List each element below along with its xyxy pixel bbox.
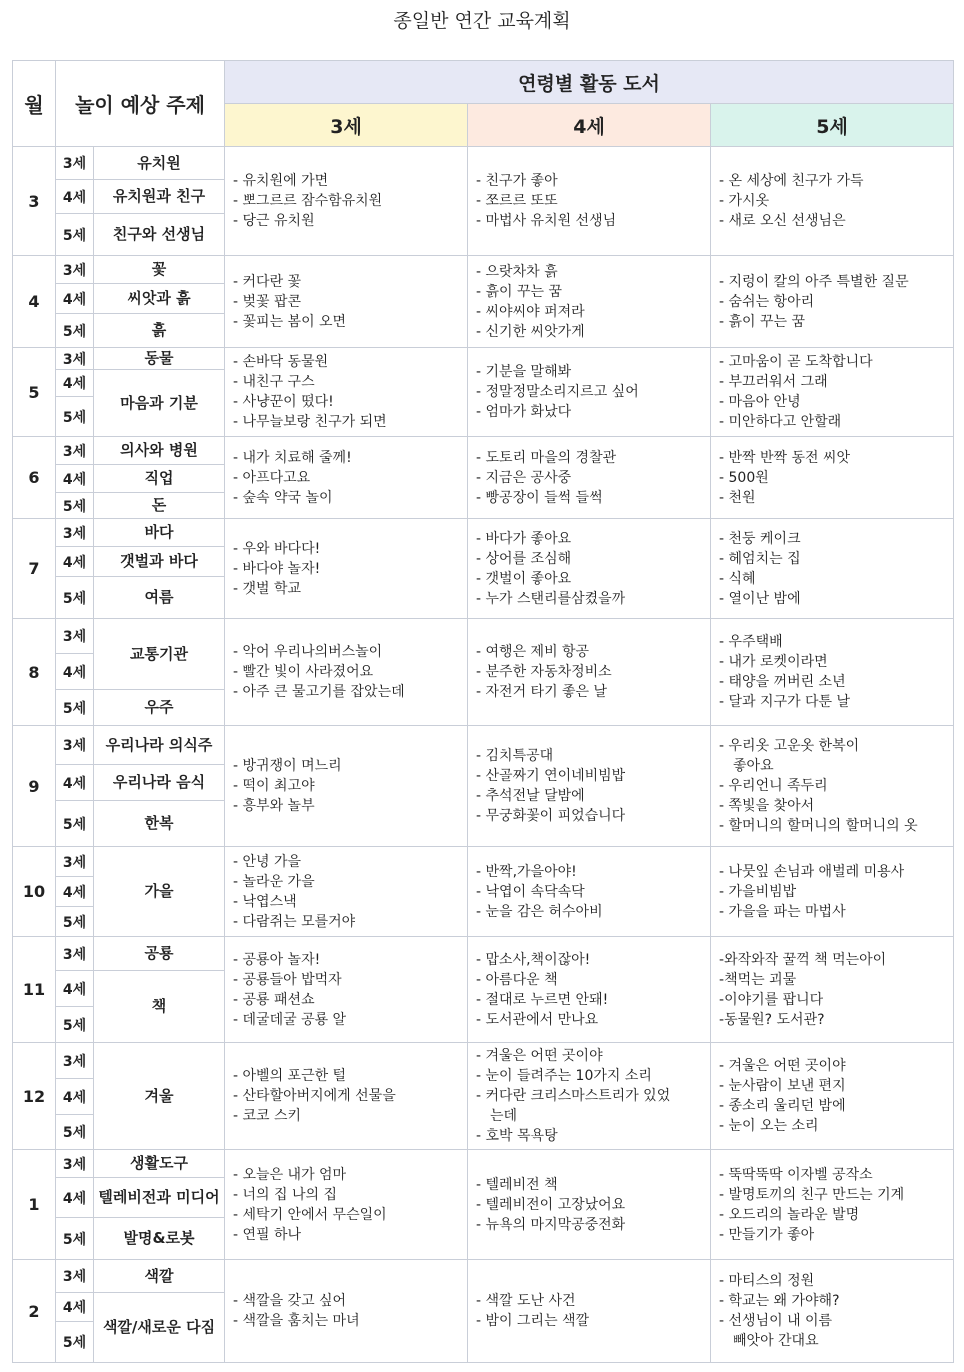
books4-cell (468, 519, 711, 619)
month-cell: 10 (13, 847, 56, 937)
age-label: 5세 (56, 1322, 94, 1363)
theme-cell: 발명&로봇 (94, 1218, 225, 1260)
theme-header: 놀이 예상 주제 (56, 61, 225, 147)
age-label: 3세 (56, 519, 94, 547)
age-label: 4세 (56, 654, 94, 690)
book-title: - 사냥꾼이 떴다! (233, 394, 334, 410)
book-title: - 벚꽃 팝콘 (233, 293, 302, 310)
book-title: - 숨쉬는 항아리 (719, 293, 815, 310)
book-title: - 가시옷 (719, 193, 770, 209)
books3-cell (225, 619, 468, 726)
book-title: - 나뭇잎 손님과 애벌레 미용사 (719, 863, 905, 880)
book-title: - 쪽빛을 찾아서 (719, 798, 815, 814)
book-title: - 너의 집 나의 집 (233, 1186, 338, 1203)
book-title: - 데굴데굴 공룡 알 (233, 1011, 347, 1028)
month-cell: 4 (13, 256, 56, 348)
theme-cell: 책 (94, 971, 225, 1043)
book-title: - 학교는 왜 가야해? (719, 1293, 840, 1309)
age-label: 5세 (56, 577, 94, 619)
books3-cell (225, 348, 468, 437)
book-title: - 열이난 밤에 (719, 590, 801, 607)
book-title: - 우와 바다다! (233, 540, 321, 557)
book-title: - 밤이 그리는 색깔 (476, 1313, 590, 1329)
books4-cell (468, 147, 711, 256)
book-title: - 세탁기 안에서 무슨일이 (233, 1206, 387, 1223)
book-title: - 오늘은 내가 엄마 (233, 1166, 347, 1183)
theme-cell: 색깔/새로운 다짐 (94, 1293, 225, 1363)
book-title: - 우리언니 족두리 (719, 778, 828, 794)
book-title: 빼앗아 간대요 (733, 1333, 819, 1349)
theme-cell: 마음과 기분 (94, 370, 225, 437)
books3-cell (225, 1260, 468, 1363)
age-label: 4세 (56, 765, 94, 801)
book-title: - 누가 스탠리를삼켰을까 (476, 590, 626, 607)
age-label: 4세 (56, 180, 94, 214)
book-title: - 방귀쟁이 며느리 (233, 758, 342, 774)
age-label: 5세 (56, 1115, 94, 1150)
books5-cell (711, 1150, 954, 1260)
theme-cell: 공룡 (94, 937, 225, 971)
book-title: - 미안하다고 안할래 (719, 414, 842, 430)
book-title: - 김치특공대 (476, 748, 554, 764)
age-label: 4세 (56, 284, 94, 314)
book-title: - 반짝,가을아야! (476, 863, 577, 880)
book-title: - 연필 하나 (233, 1226, 302, 1243)
book-title: - 마티스의 정원 (719, 1273, 815, 1289)
book-title: - 눈이 들려주는 10가지 소리 (476, 1068, 652, 1084)
book-title: - 눈이 오는 소리 (719, 1118, 819, 1134)
age-label: 3세 (56, 1150, 94, 1178)
age5-header: 5세 (711, 104, 954, 147)
book-title: - 손바닥 동물원 (233, 354, 329, 370)
book-title: - 내친구 구스 (233, 374, 315, 390)
book-title: - 고마움이 곧 도착합니다 (719, 354, 873, 370)
books5-cell (711, 256, 954, 348)
books5-cell (711, 348, 954, 437)
age-label: 3세 (56, 437, 94, 465)
books4-cell (468, 437, 711, 519)
book-title: - 커다란 꽃 (233, 273, 302, 290)
book-title: - 호박 목욕탕 (476, 1128, 558, 1144)
table-body (13, 147, 954, 1363)
age-label: 4세 (56, 547, 94, 577)
book-title: -이야기를 팝니다 (719, 991, 824, 1008)
books4-cell (468, 1150, 711, 1260)
book-title: - 씨야씨야 퍼져라 (476, 303, 585, 320)
book-title: - 마음아 안녕 (719, 394, 801, 410)
book-title: - 다람쥐는 모를거야 (233, 913, 356, 930)
table-row (13, 437, 954, 465)
theme-cell: 바다 (94, 519, 225, 547)
month-cell: 5 (13, 348, 56, 437)
age-label: 5세 (56, 314, 94, 348)
book-title: - 내가 치료해 줄께! (233, 449, 352, 466)
book-title: - 신기한 씨앗가게 (476, 323, 585, 340)
age-label: 3세 (56, 847, 94, 877)
book-title: - 추석전날 달밤에 (476, 788, 585, 804)
books5-cell (711, 726, 954, 847)
book-title: - 가을비빔밥 (719, 883, 797, 900)
books5-cell (711, 437, 954, 519)
book-title: - 천원 (719, 489, 756, 506)
book-title: - 할머니의 할머니의 할머니의 옷 (719, 818, 918, 834)
age-label: 3세 (56, 937, 94, 971)
book-title: - 아주 큰 물고기를 잡았는데 (233, 684, 405, 700)
theme-cell: 유치원 (94, 147, 225, 180)
month-cell: 11 (13, 937, 56, 1043)
book-title: - 태양을 꺼버린 소년 (719, 674, 846, 690)
month-cell: 1 (13, 1150, 56, 1260)
book-title: - 상어를 조심해 (476, 550, 572, 567)
book-title: - 공룡들아 밥먹자 (233, 971, 342, 988)
month-cell: 12 (13, 1043, 56, 1150)
book-title: - 식혜 (719, 570, 756, 587)
theme-cell: 가을 (94, 847, 225, 937)
theme-cell: 직업 (94, 465, 225, 493)
table-row (13, 937, 954, 971)
table-row (13, 1043, 954, 1079)
age-label: 5세 (56, 1218, 94, 1260)
books3-cell (225, 726, 468, 847)
book-title: - 천둥 케이크 (719, 530, 801, 547)
book-title: - 새로 오신 선생님은 (719, 213, 846, 229)
books3-cell (225, 937, 468, 1043)
age-label: 5세 (56, 801, 94, 847)
book-title: - 기분을 말해봐 (476, 364, 572, 380)
book-title: - 무궁화꽃이 피었습니다 (476, 808, 626, 824)
book-title: - 눈을 감은 허수아비 (476, 903, 603, 920)
table-row (13, 726, 954, 765)
books3-cell (225, 437, 468, 519)
book-title: - 낙엽스낵 (233, 893, 297, 910)
theme-cell: 동물 (94, 348, 225, 370)
book-title: - 도서관에서 만나요 (476, 1011, 599, 1028)
theme-cell: 유치원과 친구 (94, 180, 225, 214)
book-title: - 텔레비전 책 (476, 1176, 558, 1193)
age-label: 3세 (56, 1043, 94, 1079)
books4-cell (468, 619, 711, 726)
book-title: - 갯벌 학교 (233, 580, 302, 597)
book-title: - 뉴욕의 마지막공중전화 (476, 1216, 626, 1233)
books5-cell (711, 1043, 954, 1150)
book-title: - 마법사 유치원 선생님 (476, 213, 617, 229)
books4-cell (468, 1043, 711, 1150)
age-label: 5세 (56, 493, 94, 519)
books3-cell (225, 1043, 468, 1150)
book-title: - 분주한 자동차정비소 (476, 664, 612, 680)
book-title: - 산골짜기 연이네비빔밥 (476, 768, 626, 784)
month-cell: 7 (13, 519, 56, 619)
book-title: - 아름다운 책 (476, 971, 558, 988)
book-title: - 갯벌이 좋아요 (476, 570, 572, 587)
book-title: - 공룡아 놀자! (233, 951, 321, 968)
month-cell: 6 (13, 437, 56, 519)
age-label: 5세 (56, 1007, 94, 1043)
month-cell: 9 (13, 726, 56, 847)
theme-cell: 한복 (94, 801, 225, 847)
book-title: - 겨울은 어떤 곳이야 (476, 1048, 603, 1064)
book-title: - 쪼르르 또또 (476, 193, 558, 209)
book-title: - 바다야 놀자! (233, 560, 321, 577)
book-title: - 빨간 빛이 사라졌어요 (233, 664, 374, 680)
age-label: 4세 (56, 370, 94, 397)
theme-cell: 교통기관 (94, 619, 225, 690)
book-title: - 아프다고요 (233, 469, 311, 486)
books5-cell (711, 1260, 954, 1363)
theme-cell: 흙 (94, 314, 225, 348)
book-title: - 지금은 공사중 (476, 469, 572, 486)
book-title: - 안녕 가을 (233, 853, 302, 870)
theme-cell: 돈 (94, 493, 225, 519)
book-title: - 우주택배 (719, 634, 783, 650)
book-title: - 발명토끼의 친구 만드는 기계 (719, 1186, 905, 1203)
age-label: 3세 (56, 147, 94, 180)
book-title: - 종소리 울리던 밤에 (719, 1098, 846, 1114)
book-title: - 도토리 마을의 경찰관 (476, 449, 617, 466)
age-label: 3세 (56, 619, 94, 654)
book-title: - 으랏차차 흙 (476, 263, 558, 280)
book-title: - 지렁이 칼의 아주 특별한 질문 (719, 273, 909, 290)
book-title: - 반짝 반짝 동전 씨앗 (719, 449, 851, 466)
age-label: 5세 (56, 690, 94, 726)
book-title: -와작와작 꿀꺽 책 먹는아이 (719, 951, 887, 968)
books4-cell (468, 1260, 711, 1363)
table-row (13, 1260, 954, 1293)
book-title: - 온 세상에 친구가 가득 (719, 173, 864, 189)
age-label: 4세 (56, 465, 94, 493)
books5-cell (711, 147, 954, 256)
table-row (13, 1150, 954, 1178)
book-title: - 흙이 꾸는 꿈 (719, 313, 806, 330)
month-cell: 2 (13, 1260, 56, 1363)
table-row (13, 847, 954, 877)
book-title: - 만들기가 좋아 (719, 1226, 815, 1243)
book-title: - 당근 유치원 (233, 213, 315, 229)
book-title: - 눈사람이 보낸 편지 (719, 1078, 846, 1094)
book-title: - 선생님이 내 이름 (719, 1313, 833, 1329)
book-title: 좋아요 (733, 758, 774, 774)
age-label: 3세 (56, 348, 94, 370)
theme-cell: 꽃 (94, 256, 225, 284)
age-label: 3세 (56, 256, 94, 284)
book-title: - 산타할아버지에게 선물을 (233, 1088, 396, 1104)
book-title: - 정말정말소리지르고 싶어 (476, 384, 639, 400)
age4-header: 4세 (468, 104, 711, 147)
books5-cell (711, 519, 954, 619)
book-title: 는데 (490, 1108, 518, 1124)
book-title: - 엄마가 화났다 (476, 404, 572, 420)
books3-cell (225, 256, 468, 348)
month-cell: 3 (13, 147, 56, 256)
books4-cell (468, 847, 711, 937)
table-row (13, 619, 954, 654)
book-title: - 흥부와 놀부 (233, 798, 315, 814)
book-title: - 겨울은 어떤 곳이야 (719, 1058, 846, 1074)
theme-cell: 생활도구 (94, 1150, 225, 1178)
theme-cell: 우리나라 의식주 (94, 726, 225, 765)
age3-header: 3세 (225, 104, 468, 147)
book-title: -책먹는 괴물 (719, 971, 797, 988)
theme-cell: 우리나라 음식 (94, 765, 225, 801)
book-title: - 친구가 좋아 (476, 173, 558, 189)
book-title: - 커다란 크리스마스트리가 있었 (476, 1088, 671, 1104)
book-title: - 여행은 제비 항공 (476, 644, 590, 660)
book-title: - 떡이 최고야 (233, 778, 315, 794)
book-title: - 달과 지구가 다툰 날 (719, 694, 851, 710)
age-label: 5세 (56, 907, 94, 937)
theme-cell: 의사와 병원 (94, 437, 225, 465)
book-title: -동물원? 도서관? (719, 1011, 825, 1028)
page-title: 종일반 연간 교육계획 (393, 10, 571, 32)
age-label: 5세 (56, 397, 94, 437)
book-title: - 나무늘보랑 친구가 되면 (233, 414, 387, 430)
book-title: - 놀라운 가을 (233, 873, 315, 890)
theme-cell: 갯벌과 바다 (94, 547, 225, 577)
book-title: - 색깔 도난 사건 (476, 1293, 576, 1309)
books4-cell (468, 256, 711, 348)
book-title: - 우리옷 고운옷 한복이 (719, 738, 860, 754)
age-label: 4세 (56, 971, 94, 1007)
books3-cell (225, 847, 468, 937)
theme-cell: 색깔 (94, 1260, 225, 1293)
book-title: - 바다가 좋아요 (476, 530, 572, 547)
table-row (13, 519, 954, 547)
book-title: - 꽃피는 봄이 오면 (233, 313, 347, 330)
book-title: - 부끄러워서 그래 (719, 374, 828, 390)
books3-cell (225, 147, 468, 256)
age-label: 4세 (56, 1178, 94, 1218)
book-title: - 내가 로켓이라면 (719, 654, 828, 670)
books3-cell (225, 1150, 468, 1260)
books5-cell (711, 619, 954, 726)
book-title: - 뚝딱뚝딱 이자벨 공작소 (719, 1166, 873, 1183)
book-title: - 뽀그르르 잠수함유치원 (233, 193, 383, 209)
books-header: 연령별 활동 도서 (225, 61, 954, 104)
book-title: - 색깔을 갖고 싶어 (233, 1293, 347, 1309)
book-title: - 오드리의 놀라운 발명 (719, 1206, 860, 1223)
book-title: - 빵공장이 들썩 들썩 (476, 489, 603, 506)
age-label: 4세 (56, 1079, 94, 1115)
book-title: - 500원 (719, 469, 769, 486)
books5-cell (711, 847, 954, 937)
book-title: - 숲속 약국 놀이 (233, 489, 333, 506)
book-title: - 악어 우리나의버스놀이 (233, 644, 383, 660)
age-label: 4세 (56, 1293, 94, 1322)
book-title: - 헤엄치는 집 (719, 550, 801, 567)
month-header: 월 (13, 61, 56, 147)
book-title: - 코코 스키 (233, 1108, 302, 1124)
book-title: - 공룡 패션쇼 (233, 991, 315, 1008)
book-title: - 유치원에 가면 (233, 173, 329, 189)
table-row (13, 147, 954, 180)
table-row (13, 348, 954, 370)
education-plan-table (12, 60, 954, 1363)
age-label: 3세 (56, 726, 94, 765)
theme-cell: 여름 (94, 577, 225, 619)
book-title: - 맙소사,책이잖아! (476, 951, 591, 968)
month-cell: 8 (13, 619, 56, 726)
book-title: - 절대로 누르면 안돼! (476, 991, 609, 1008)
book-title: - 가을을 파는 마법사 (719, 903, 846, 920)
books3-cell (225, 519, 468, 619)
theme-cell: 친구와 선생님 (94, 214, 225, 256)
book-title: - 흙이 꾸는 꿈 (476, 283, 563, 300)
books5-cell (711, 937, 954, 1043)
book-title: - 아벨의 포근한 털 (233, 1068, 347, 1084)
age-label: 3세 (56, 1260, 94, 1293)
theme-cell: 텔레비전과 미디어 (94, 1178, 225, 1218)
book-title: - 낙엽이 속닥속닥 (476, 883, 585, 900)
books4-cell (468, 726, 711, 847)
books4-cell (468, 937, 711, 1043)
book-title: - 색깔을 훔치는 마녀 (233, 1313, 360, 1329)
book-title: - 텔레비전이 고장났어요 (476, 1196, 626, 1213)
theme-cell: 씨앗과 흙 (94, 284, 225, 314)
theme-cell: 겨울 (94, 1043, 225, 1150)
age-label: 5세 (56, 214, 94, 256)
books4-cell (468, 348, 711, 437)
book-title: - 자전거 타기 좋은 날 (476, 684, 608, 700)
table-row (13, 256, 954, 284)
age-label: 4세 (56, 877, 94, 907)
theme-cell: 우주 (94, 690, 225, 726)
